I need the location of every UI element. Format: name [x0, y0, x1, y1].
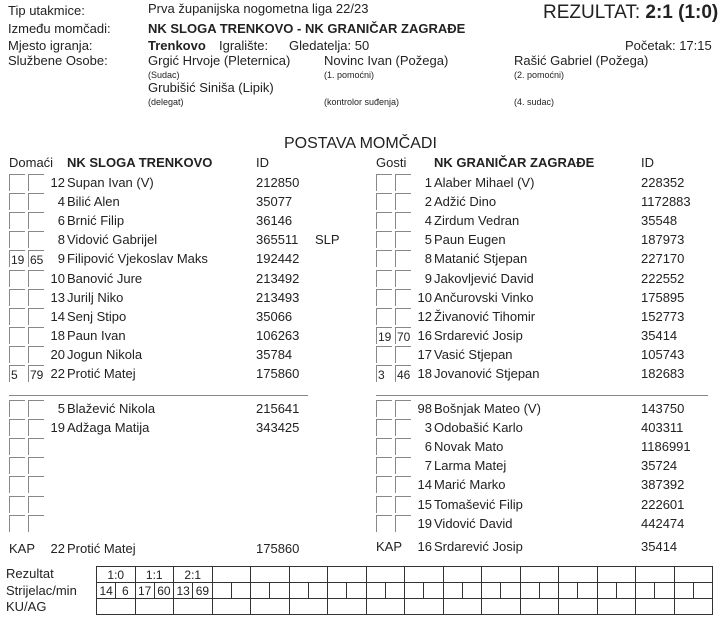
player-name: Zirdum Vedran [434, 213, 520, 229]
min-box[interactable] [376, 438, 392, 455]
scorer-cell [308, 583, 327, 599]
player-name: Bošnjak Mateo (V) [434, 401, 541, 416]
min-box[interactable] [376, 289, 392, 306]
score-cell: 2:1 [174, 567, 213, 583]
min-box[interactable]: 79 [28, 365, 44, 382]
player-number: 6 [57, 213, 65, 229]
player-name: Novak Mato [434, 439, 504, 455]
player-number: 12 [417, 308, 432, 324]
min-box[interactable] [28, 476, 44, 493]
player-number: 4 [424, 213, 432, 229]
min-box[interactable] [376, 231, 392, 248]
result-value: 2:1 (1:0) [645, 2, 719, 23]
player-number: 2 [424, 194, 432, 210]
min-box[interactable] [395, 476, 411, 493]
ku-ag-cell [97, 599, 136, 615]
player-name: Odobašić Karlo [434, 420, 523, 436]
min-box[interactable] [28, 212, 44, 229]
scorer-cell: 69 [193, 583, 212, 599]
player-number: 1 [424, 175, 432, 190]
scorer-cell: 17 [135, 583, 154, 599]
player-note: SLP [315, 232, 340, 248]
player-id: 343425 [256, 420, 300, 436]
player-id: 213492 [256, 270, 300, 286]
min-box[interactable] [395, 457, 411, 474]
min-box[interactable] [28, 346, 44, 363]
goals-row-label: Rezultat [6, 566, 54, 581]
player-name: Tomašević Filip [434, 496, 523, 512]
player-name: Jovanović Stjepan [434, 366, 540, 381]
scorer-cell [366, 583, 385, 599]
min-box[interactable] [376, 476, 392, 493]
scorer-cell [462, 583, 481, 599]
min-box[interactable] [9, 193, 25, 210]
min-box[interactable] [28, 174, 44, 191]
ku-ag-cell [520, 599, 559, 615]
player-name: Srdarević Josip [434, 327, 523, 343]
score-cell [520, 567, 559, 583]
pitch-label: Igralište: [219, 38, 269, 53]
min-box[interactable] [395, 289, 411, 306]
teams-value: NK SLOGA TRENKOVO - NK GRANIČAR ZAGRAĐE [148, 21, 466, 36]
venue-value: Trenkovo [148, 38, 206, 53]
player-number: 10 [417, 289, 432, 305]
player-name: Bilić Alen [67, 194, 120, 210]
scorer-cell [559, 583, 578, 599]
min-box[interactable] [28, 457, 44, 474]
scorer-cell [482, 583, 501, 599]
min-box[interactable] [9, 476, 25, 493]
min-box[interactable] [9, 212, 25, 229]
score-cell: 1:1 [135, 567, 174, 583]
scorer-cell: 14 [97, 583, 116, 599]
min-box[interactable]: 19 [376, 327, 392, 344]
scorer-cell [501, 583, 520, 599]
official-name: Grgić Hrvoje (Pleternica) [148, 53, 291, 68]
captain-id: 175860 [256, 541, 300, 556]
score-cell [289, 567, 328, 583]
scorer-cell [616, 583, 635, 599]
ku-ag-cell [366, 599, 405, 615]
min-box[interactable] [28, 193, 44, 210]
result-label: REZULTAT: [543, 2, 641, 23]
ku-ag-cell [405, 599, 444, 615]
lineup-title: POSTAVA MOMČADI [284, 135, 437, 152]
official-name: Novinc Ivan (Požega) [324, 53, 449, 68]
player-number: 98 [417, 401, 432, 416]
officials-label: Službene Osobe: [8, 53, 108, 68]
score-cell [251, 567, 290, 583]
home-side-label: Domaći [9, 155, 54, 170]
player-id: 36146 [256, 213, 293, 229]
player-name: Filipović Vjekoslav Maks [67, 251, 208, 267]
min-box[interactable] [376, 419, 392, 436]
player-number: 19 [417, 515, 432, 531]
min-box[interactable] [28, 496, 44, 513]
official-name: Rašić Gabriel (Požega) [514, 53, 649, 68]
player-id: 182683 [641, 366, 685, 381]
ku-ag-cell [674, 599, 713, 615]
ku-ag-cell [174, 599, 213, 615]
player-id: 175895 [641, 289, 685, 305]
min-box[interactable] [9, 496, 25, 513]
player-name: Paun Ivan [67, 327, 126, 343]
min-box[interactable] [376, 515, 392, 532]
player-id: 222601 [641, 496, 685, 512]
player-number: 4 [57, 194, 65, 210]
ku-ag-cell [212, 599, 251, 615]
score-cell [328, 567, 367, 583]
min-box[interactable] [395, 400, 411, 417]
teams-label: Između momčadi: [8, 21, 111, 36]
scorer-cell [578, 583, 597, 599]
player-number: 22 [50, 366, 65, 381]
min-box[interactable] [395, 231, 411, 248]
scorer-cell [443, 583, 462, 599]
player-name: Brnić Filip [67, 213, 125, 229]
player-number: 18 [50, 327, 65, 343]
home-id-header: ID [256, 155, 269, 170]
player-number: 9 [57, 251, 65, 267]
player-name: Matanić Stjepan [434, 251, 528, 267]
player-name: Blažević Nikola [67, 401, 156, 416]
ku-ag-cell [328, 599, 367, 615]
player-id: 403311 [641, 420, 684, 436]
ku-ag-cell [135, 599, 174, 615]
min-box[interactable] [28, 327, 44, 344]
min-box[interactable] [395, 270, 411, 287]
player-id: 1172883 [641, 194, 691, 210]
min-box[interactable] [395, 438, 411, 455]
player-id: 442474 [641, 515, 685, 531]
scorer-cell [328, 583, 347, 599]
player-id: 1186991 [641, 439, 691, 455]
player-id: 365511 [256, 232, 299, 248]
min-box[interactable] [376, 400, 392, 417]
player-id: 222552 [641, 270, 685, 286]
min-box[interactable]: 19 [9, 250, 25, 267]
scorer-cell [212, 583, 231, 599]
min-box[interactable] [9, 419, 25, 436]
tip-label: Tip utakmice: [8, 3, 85, 18]
min-box[interactable] [395, 419, 411, 436]
scorer-cell [251, 583, 270, 599]
player-name: Supan Ivan (V) [67, 175, 154, 190]
player-id: 227170 [641, 251, 685, 267]
player-id: 35724 [641, 458, 678, 474]
min-box[interactable] [9, 400, 25, 417]
min-box[interactable] [9, 438, 25, 455]
ku-ag-cell [251, 599, 290, 615]
scorer-cell [520, 583, 539, 599]
captain-number: 16 [417, 539, 432, 554]
min-box[interactable]: 70 [395, 327, 411, 344]
player-number: 7 [424, 458, 432, 474]
player-id: 35066 [256, 308, 293, 324]
player-number: 19 [50, 420, 65, 436]
official-name: Grubišić Siniša (Lipik) [148, 80, 274, 95]
min-box[interactable] [9, 457, 25, 474]
player-id: 175860 [256, 366, 300, 381]
min-box[interactable] [28, 400, 44, 417]
official-role: (2. pomoćni) [514, 70, 565, 80]
home-team-name: NK SLOGA TRENKOVO [67, 155, 213, 170]
min-box[interactable] [395, 496, 411, 513]
scorer-cell [655, 583, 674, 599]
goals-grid [96, 566, 713, 615]
captain-label: KAP [376, 539, 403, 554]
min-box[interactable] [376, 212, 392, 229]
score-cell [559, 567, 598, 583]
score-cell [482, 567, 521, 583]
player-name: Paun Eugen [434, 232, 506, 248]
away-id-header: ID [641, 155, 654, 170]
player-name: Banović Jure [67, 270, 143, 286]
captain-id: 35414 [641, 539, 678, 554]
player-name: Živanović Tihomir [434, 308, 536, 324]
player-number: 14 [417, 477, 432, 493]
min-box[interactable]: 3 [376, 365, 392, 382]
player-name: Vidović Gabrijel [67, 232, 158, 248]
min-box[interactable] [9, 289, 25, 306]
player-name: Jakovljević David [434, 270, 534, 286]
player-number: 10 [50, 270, 65, 286]
player-number: 15 [417, 496, 432, 512]
ku-ag-cell [482, 599, 521, 615]
player-id: 106263 [256, 327, 300, 343]
min-box[interactable] [9, 346, 25, 363]
scorer-cell: 13 [174, 583, 193, 599]
min-box[interactable]: 5 [9, 365, 25, 382]
min-box[interactable] [376, 346, 392, 363]
scorer-cell [693, 583, 712, 599]
ku-ag-cell [597, 599, 636, 615]
player-number: 17 [417, 346, 432, 362]
player-id: 35414 [641, 327, 678, 343]
player-name: Adžaga Matija [67, 420, 150, 436]
score-cell [405, 567, 444, 583]
captain-name: Protić Matej [67, 541, 136, 556]
player-id: 35077 [256, 194, 293, 210]
player-number: 8 [424, 251, 432, 267]
player-id: 213493 [256, 289, 300, 305]
min-box[interactable] [376, 270, 392, 287]
player-number: 8 [57, 232, 65, 248]
scorer-cell [405, 583, 424, 599]
scorer-cell [231, 583, 250, 599]
min-box[interactable] [376, 193, 392, 210]
player-number: 14 [50, 308, 65, 324]
score-cell [443, 567, 482, 583]
min-box[interactable] [376, 174, 392, 191]
score-cell [597, 567, 636, 583]
ku-ag-cell [289, 599, 328, 615]
player-name: Vidović David [434, 515, 513, 531]
min-box[interactable] [395, 212, 411, 229]
min-box[interactable]: 65 [28, 250, 44, 267]
official-role: (kontrolor suđenja) [324, 97, 400, 107]
official-role: (delegat) [148, 97, 184, 107]
min-box[interactable] [9, 308, 25, 325]
scorer-cell [347, 583, 366, 599]
player-name: Protić Matej [67, 366, 136, 381]
min-box[interactable] [28, 231, 44, 248]
score-cell [636, 567, 675, 583]
min-box[interactable] [395, 174, 411, 191]
ku-ag-cell [636, 599, 675, 615]
scorer-cell [270, 583, 289, 599]
min-box[interactable] [376, 457, 392, 474]
player-id: 105743 [641, 346, 685, 362]
min-box[interactable] [28, 515, 44, 532]
captain-label: KAP [9, 541, 36, 556]
player-name: Jogun Nikola [67, 346, 143, 362]
score-cell [366, 567, 405, 583]
score-cell: 1:0 [97, 567, 136, 583]
score-cell [212, 567, 251, 583]
ku-ag-cell [559, 599, 598, 615]
scorer-cell [385, 583, 404, 599]
player-id: 35784 [256, 346, 293, 362]
spectators: Gledatelja: 50 [289, 38, 370, 53]
tip-value: Prva županijska nogometna liga 22/23 [148, 1, 369, 16]
captain-number: 22 [50, 541, 65, 556]
goals-row-label: KU/AG [6, 599, 47, 614]
player-name: Alaber Mihael (V) [434, 175, 535, 190]
min-box[interactable] [9, 327, 25, 344]
min-box[interactable] [9, 270, 25, 287]
scorer-cell [636, 583, 655, 599]
scorer-cell: 6 [116, 583, 135, 599]
score-cell [674, 567, 713, 583]
player-id: 187973 [641, 232, 685, 248]
away-side-label: Gosti [376, 155, 407, 170]
goals-row-label: Strijelac/min [6, 582, 77, 598]
min-box[interactable] [395, 515, 411, 532]
player-name: Larma Matej [434, 458, 507, 474]
player-number: 16 [417, 327, 432, 343]
player-id: 228352 [641, 175, 685, 190]
scorer-cell [539, 583, 558, 599]
min-box[interactable] [376, 496, 392, 513]
player-number: 20 [50, 346, 65, 362]
min-box[interactable] [376, 250, 392, 267]
player-name: Senj Stipo [67, 308, 127, 324]
scorer-cell [597, 583, 616, 599]
official-role: (1. pomoćni) [324, 70, 375, 80]
player-number: 18 [417, 366, 432, 381]
player-id: 143750 [641, 401, 685, 416]
player-name: Jurilj Niko [67, 289, 124, 305]
min-box[interactable] [28, 308, 44, 325]
official-role: (4. sudac) [514, 97, 555, 107]
min-box[interactable] [9, 174, 25, 191]
away-team-name: NK GRANIČAR ZAGRAĐE [434, 155, 595, 170]
venue-label: Mjesto igranja: [8, 38, 93, 53]
player-name: Adžić Dino [434, 194, 497, 210]
min-box[interactable]: 46 [395, 365, 411, 382]
min-box[interactable] [28, 270, 44, 287]
player-number: 5 [57, 401, 65, 416]
player-name: Vasić Stjepan [434, 346, 513, 362]
min-box[interactable] [395, 308, 411, 325]
ku-ag-cell [443, 599, 482, 615]
start-time: Početak: 17:15 [625, 38, 712, 53]
player-number: 5 [424, 232, 432, 248]
divider [9, 395, 308, 396]
min-box[interactable] [28, 289, 44, 306]
scorer-cell [674, 583, 693, 599]
scorer-cell: 60 [154, 583, 173, 599]
min-box[interactable] [376, 308, 392, 325]
player-number: 12 [50, 175, 65, 190]
min-box[interactable] [28, 438, 44, 455]
min-box[interactable] [9, 515, 25, 532]
player-number: 6 [424, 439, 432, 455]
official-role: (Sudac) [148, 70, 180, 80]
player-id: 215641 [256, 401, 300, 416]
min-box[interactable] [395, 193, 411, 210]
player-id: 212850 [256, 175, 300, 190]
scorer-cell [289, 583, 308, 599]
player-id: 192442 [256, 251, 300, 267]
min-box[interactable] [28, 419, 44, 436]
min-box[interactable] [395, 250, 411, 267]
captain-name: Srdarević Josip [434, 539, 523, 554]
divider [376, 395, 708, 396]
scorer-cell [424, 583, 443, 599]
min-box[interactable] [395, 346, 411, 363]
player-name: Marić Marko [434, 477, 506, 493]
player-id: 387392 [641, 477, 685, 493]
player-number: 13 [50, 289, 65, 305]
player-name: Ančurovski Vinko [434, 289, 534, 305]
result [543, 2, 718, 24]
player-number: 9 [424, 270, 432, 286]
player-number: 3 [424, 420, 432, 436]
player-id: 35548 [641, 213, 678, 229]
player-id: 152773 [641, 308, 685, 324]
min-box[interactable] [9, 231, 25, 248]
